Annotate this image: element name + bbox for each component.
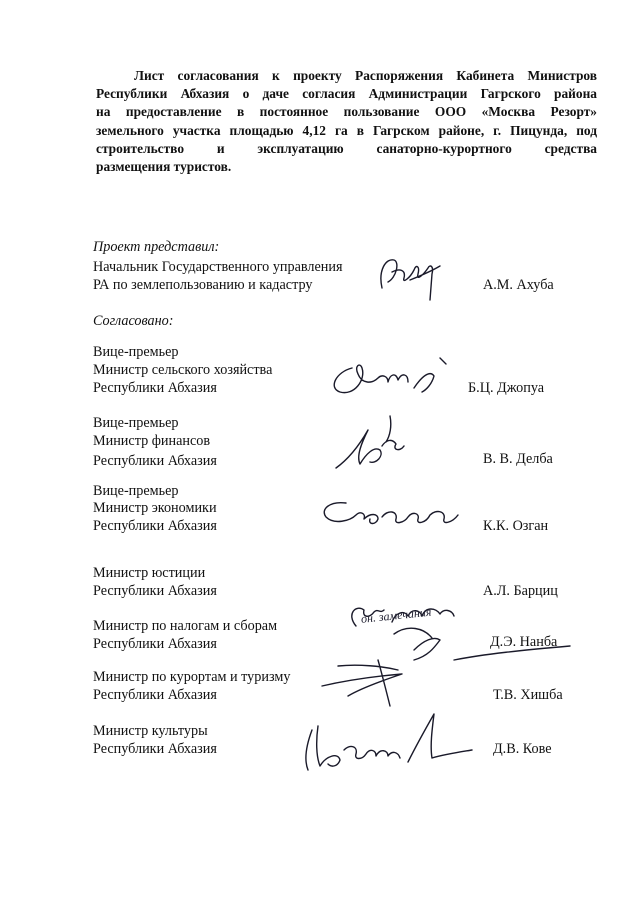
signature-delba	[330, 406, 430, 476]
signatory-name: К.К. Озган	[483, 518, 549, 534]
signatory-position-line: Министр по налогам и сборам	[93, 618, 278, 634]
signature-kove	[296, 706, 476, 776]
signature-dzhopua	[322, 350, 462, 405]
signature-ozgan	[316, 495, 476, 535]
signatory-position-line: Министр юстиции	[93, 565, 206, 581]
heading-line: строительство и эксплуатацию санаторно-курортного средства	[96, 140, 597, 156]
signatory-position-line: Республики Абхазия	[93, 636, 217, 652]
signatory-position-line: Министр по курортам и туризму	[93, 669, 291, 685]
signatory-position-line: Республики Абхазия	[93, 583, 217, 599]
heading-line: Лист согласования к проекту Распоряжения Кабинета Министров	[134, 68, 597, 83]
presenter-position-line: Начальник Государственного управления	[93, 259, 343, 275]
signatory-position-line: Республики Абхазия	[93, 741, 217, 757]
signature-akhuba	[370, 248, 450, 308]
signatory-position-line: Республики Абхазия	[93, 380, 217, 396]
signatory-name: В. В. Делба	[483, 451, 553, 467]
signatory-name: Д.Э. Нанба	[490, 634, 558, 650]
signatory-name: Т.В. Хишба	[493, 687, 563, 703]
signatory-position-line: Министр экономики	[93, 500, 217, 516]
agreed-label: Согласовано:	[93, 313, 174, 329]
heading-line: размещения туристов.	[96, 159, 232, 175]
heading-line: на предоставление в постоянное пользование ООО «Москва Резорт»	[96, 104, 597, 120]
handwritten-note: он. замечания	[360, 604, 433, 626]
signatory-position-line: Республики Абхазия	[93, 687, 217, 703]
signatory-name: Д.В. Кове	[493, 741, 552, 757]
signature-khishba	[318, 656, 488, 710]
heading-line: Республики Абхазия о даче согласия Администрации Гагрского района	[96, 86, 597, 102]
signatory-position-line: Вице-премьер	[93, 483, 179, 499]
presented-by-label: Проект представил:	[93, 239, 220, 255]
signatory-position-line: Министр сельского хозяйства	[93, 362, 273, 378]
signatory-position-line: Министр культуры	[93, 723, 208, 739]
signatory-name: А.Л. Барциц	[483, 583, 558, 599]
signatory-position-line: Министр финансов	[93, 433, 211, 449]
signatory-position-line: Республики Абхазия	[93, 453, 217, 469]
heading-line: земельного участка площадью 4,12 га в Гагрском районе, г. Пицунда, под	[96, 122, 597, 138]
presenter-position-line: РА по землепользованию и кадастру	[93, 277, 313, 293]
signatory-position-line: Вице-премьер	[93, 344, 179, 360]
signatory-name: Б.Ц. Джопуа	[468, 380, 545, 396]
signatory-position-line: Республики Абхазия	[93, 518, 217, 534]
signatory-position-line: Вице-премьер	[93, 415, 179, 431]
presenter-name: А.М. Ахуба	[483, 277, 554, 293]
document-heading	[96, 67, 597, 176]
